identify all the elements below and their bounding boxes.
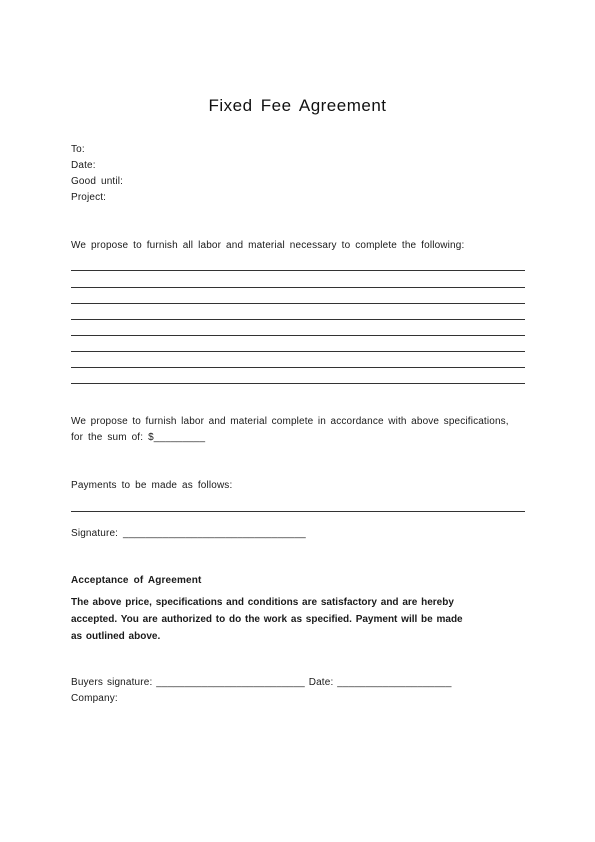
work-description-line bbox=[71, 351, 525, 352]
acceptance-text-line: as outlined above. bbox=[71, 631, 161, 642]
specifications-text: We propose to furnish labor and material complete in accordance with above specifications, bbox=[71, 416, 509, 427]
project-field-label: Project: bbox=[71, 192, 107, 203]
to-field-label: To: bbox=[71, 144, 85, 155]
payments-label: Payments to be made as follows: bbox=[71, 480, 233, 491]
work-intro-text: We propose to furnish all labor and material necessary to complete the following: bbox=[71, 240, 465, 251]
sum-line: for the sum of: $_________ bbox=[71, 432, 206, 443]
work-description-line bbox=[71, 319, 525, 320]
date-field-label: Date: bbox=[71, 160, 96, 171]
good-until-field-label: Good until: bbox=[71, 176, 124, 187]
work-description-line bbox=[71, 335, 525, 336]
acceptance-heading: Acceptance of Agreement bbox=[71, 575, 202, 586]
work-description-line bbox=[71, 367, 525, 368]
payments-line bbox=[71, 511, 525, 512]
signature-line: Signature: ________________________________ bbox=[71, 528, 306, 539]
work-description-line bbox=[71, 270, 525, 271]
acceptance-text-line: accepted. You are authorized to do the work as specified. Payment will be made bbox=[71, 614, 463, 625]
work-description-line bbox=[71, 287, 525, 288]
buyer-signature-line: Buyers signature: __________________________ Date: ____________________ bbox=[71, 677, 452, 688]
document-title: Fixed Fee Agreement bbox=[208, 96, 387, 115]
work-description-line bbox=[71, 303, 525, 304]
work-description-line bbox=[71, 383, 525, 384]
acceptance-text-line: The above price, specifications and conditions are satisfactory and are hereby bbox=[71, 597, 454, 608]
company-label: Company: bbox=[71, 693, 118, 704]
